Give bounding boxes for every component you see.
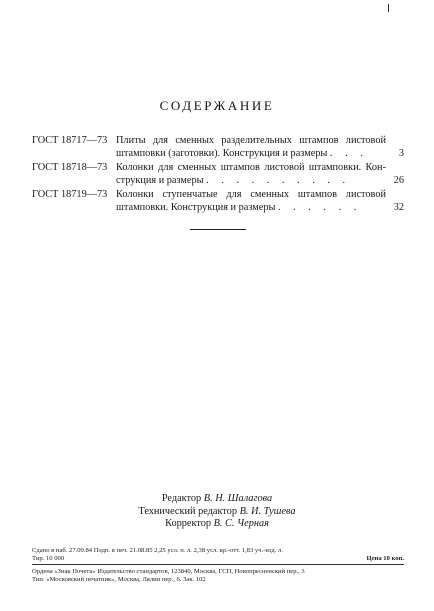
toc-entry-page: 32 [393, 201, 404, 213]
credit-tech-editor-label: Технический редактор [138, 505, 238, 517]
page-title: СОДЕРЖАНИЕ [159, 98, 275, 113]
imprint-line-printer: Тип. «Московский печатник», Москва, Лялин пер., 6. Зак. 102 [32, 575, 206, 583]
imprint-price: Цена 10 коп. [366, 554, 404, 562]
imprint-line-publisher: Ордена «Знак Почета» Издательство стандартов, 123840, Москва, ГСП, Новопресненский пер., 3 [32, 568, 305, 576]
table-of-contents [32, 135, 404, 216]
toc-entry[interactable] [32, 189, 404, 214]
credit-tech-editor [0, 506, 434, 519]
toc-entry-title [116, 135, 386, 160]
toc-entry-line1: Плиты для сменных разделительных штампов листовой [116, 135, 386, 146]
toc-entry-line1: Колонки ступенчатые для сменных штампов листовой [116, 189, 386, 200]
toc-entry-line2 [116, 148, 386, 161]
toc-entry-page: 3 [398, 147, 404, 159]
toc-entry-line2-text: штамповки (заготовки). Конструкция и размеры [116, 147, 328, 159]
imprint-separator [32, 564, 404, 565]
credit-editor-label: Редактор [161, 493, 202, 504]
toc-entry-line2 [116, 202, 386, 215]
credit-editor [0, 493, 434, 506]
toc-entry-title [116, 189, 386, 214]
credits-block [0, 493, 434, 531]
toc-entry-line1: Колонки для сменных штампов листовой штамповки. Кон- [116, 162, 386, 173]
divider-rule [190, 229, 246, 230]
toc-entry-title [116, 162, 386, 187]
toc-entry-code: ГОСТ 18719—73 [32, 189, 108, 200]
corner-mark [388, 4, 389, 12]
toc-entry-line2 [116, 175, 386, 188]
credit-tech-editor-name: В. И. Тушева [239, 505, 296, 517]
credit-proofreader-label: Корректор [165, 518, 211, 529]
imprint-print-run: Тир. 10 000 [32, 554, 65, 562]
toc-entry[interactable] [32, 135, 404, 160]
toc-leader-dots: . . . . . . . . . . [206, 174, 351, 186]
toc-entry-code: ГОСТ 18717—73 [32, 135, 108, 146]
toc-entry-code: ГОСТ 18718—73 [32, 162, 108, 173]
credit-editor-name: В. Н. Шалагова [203, 493, 273, 504]
credit-proofreader [0, 518, 434, 531]
toc-leader-dots: . . . [329, 147, 368, 159]
toc-entry-line2-text: штамповки. Конструкция и размеры [116, 201, 276, 213]
toc-entry-line2-text: струкция и размеры [116, 174, 204, 186]
toc-entry-page: 26 [393, 174, 404, 186]
credit-proofreader-name: В. С. Черная [213, 518, 269, 529]
imprint-line-dates: Сдано в наб. 27.09.84 Подп. в печ. 21.08.85 2,25 усл. п. л. 2,38 усл. кр.-отт. 1,83 уч.-изд. л. [32, 547, 283, 554]
toc-entry[interactable] [32, 162, 404, 187]
imprint-block [32, 547, 404, 583]
toc-leader-dots: . . . . . . [277, 201, 362, 213]
imprint-line-print-run [32, 555, 404, 563]
